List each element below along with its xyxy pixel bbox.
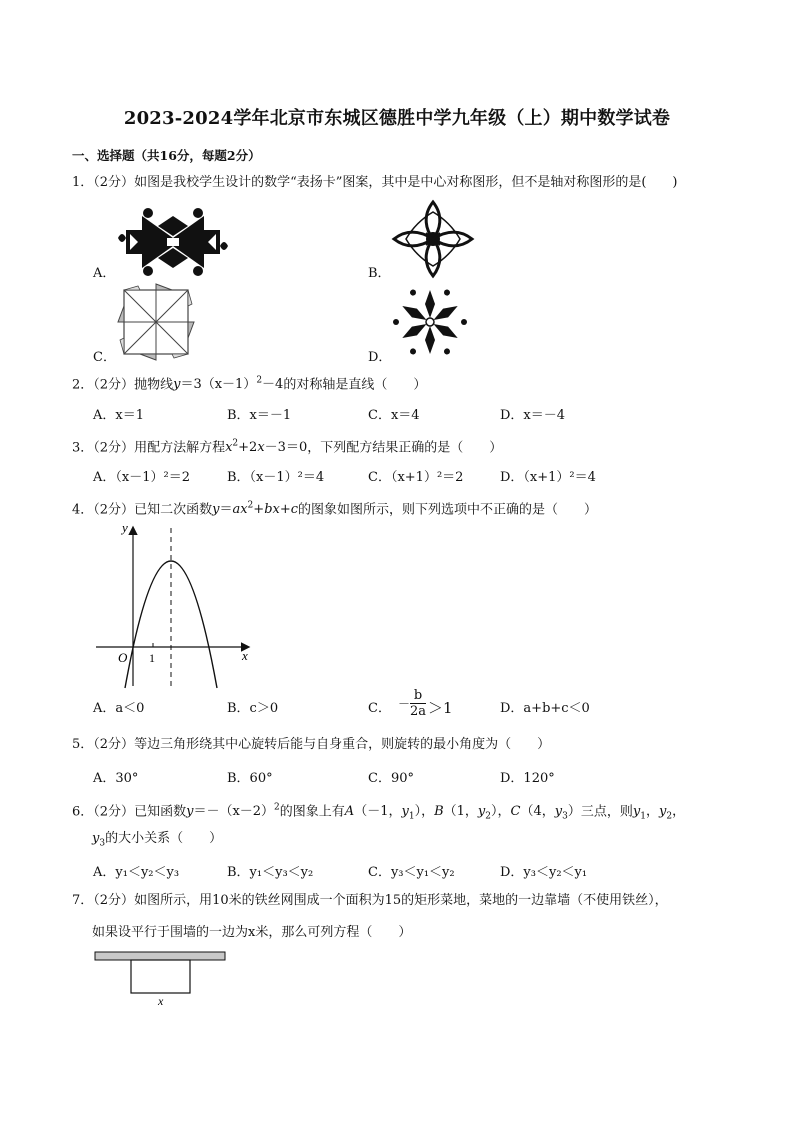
section-heading: 一、选择题（共16分，每题2分） [72, 148, 261, 163]
q6-option-a: A．y₁＜y₂＜y₃ [93, 865, 180, 880]
q1-pattern-d-icon [394, 286, 466, 358]
exam-title: 2023-2024学年北京市东城区德胜中学九年级（上）期中数学试卷 [123, 108, 671, 129]
q2-option-a: A．x＝1 [93, 408, 144, 423]
q6-option-b: B．y₁＜y₃＜y₂ [227, 865, 314, 880]
q3-option-b: B．（x－1）²＝4 [227, 470, 325, 485]
q7-wall-rectangle-figure [94, 950, 228, 1012]
q3-option-a: A．（x－1）²＝2 [93, 470, 190, 485]
x-axis-label: x [242, 648, 248, 663]
q3-option-c: C．（x+1）²＝2 [368, 470, 464, 485]
q6-option-c: C．y₃＜y₁＜y₂ [368, 865, 455, 880]
q4-option-c-label: C． [368, 701, 391, 716]
tick-label-1: 1 [149, 651, 155, 665]
parabola-curve [125, 561, 217, 688]
q4-function: $y=ax^2+bx+c$ [212, 501, 299, 518]
q2-option-c: C．x＝4 [368, 408, 420, 423]
q1-pattern-c-icon [118, 284, 194, 360]
q5-option-b: B．60° [227, 771, 273, 786]
q4-option-a: A．a＜0 [93, 701, 145, 716]
y-axis-label: y [122, 520, 128, 535]
q1-pattern-a-icon [118, 208, 228, 276]
q1-pattern-b-icon [392, 200, 474, 278]
question-6: 6．（2分）已知函数$y=-(x-2)^2$的图象上有A（－1，$y_1$），B（1，$y_2$），C（4，$y_3$）三点，则$y_1$，$y_2$， [72, 803, 686, 822]
q4-parabola-graph [88, 520, 268, 692]
wall [95, 952, 225, 960]
question-7-line2: 如果设平行于围墙的一边为x米，那么可列方程（ ） [92, 925, 412, 940]
q4-option-b: B．c＞0 [227, 701, 279, 716]
q5-option-d: D．120° [500, 771, 555, 786]
question-5: 5．（2分）等边三角形绕其中心旋转后能与自身重合，则旋转的最小角度为（ ） [72, 737, 551, 752]
q3-option-d: D．（x+1）²＝4 [500, 470, 596, 485]
side-x-label: x [158, 994, 164, 1008]
q4-option-d: D．a+b+c＜0 [500, 701, 590, 716]
q6-points: A（－1，$y_1$），B（1，$y_2$），C（4，$y_3$） [344, 804, 581, 822]
q5-option-a: A．30° [93, 771, 139, 786]
question-4: 4．（2分）已知二次函数$y=ax^2+bx+c$的图象如图所示，则下列选项中不正确的是（ ） [72, 501, 598, 518]
question-7: 7．（2分）如图所示，用10米的铁丝网围成一个面积为15的矩形菜地，菜地的一边靠墙（不使用铁丝）， [72, 893, 668, 908]
q3-equation: $x^2+2x-3=0$ [225, 439, 308, 456]
q2-equation: $y=3(x-1)^2-4$ [173, 376, 284, 393]
question-3: 3．（2分）用配方法解方程$x^2+2x-3=0$，下列配方结果正确的是（ ） [72, 439, 503, 456]
q6-vars: $y_1$，$y_2$， [632, 804, 686, 822]
question-6-line2: $y_3$的大小关系（ ） [92, 831, 223, 849]
q1-option-c-label: C． [93, 350, 116, 365]
q4-option-c-rest: ＞1 [428, 699, 453, 717]
q1-option-b-label: B． [368, 266, 391, 281]
vegetable-plot [131, 960, 190, 993]
q4-option-c-fraction: － b 2a [398, 688, 427, 719]
q2-option-b: B．x＝－1 [227, 408, 292, 423]
origin-label: O [118, 650, 128, 665]
q6-option-d: D．y₃＜y₂＜y₁ [500, 865, 588, 880]
q1-option-d-label: D． [368, 350, 392, 365]
q6-function: $y=-(x-2)^2$ [186, 803, 280, 820]
question-1: 1．（2分）如图是我校学生设计的数学“表扬卡”图案，其中是中心对称图形，但不是轴对称图形的是( ) [72, 175, 678, 190]
q1-option-a-label: A． [93, 266, 116, 281]
q2-option-d: D．x＝－4 [500, 408, 566, 423]
q5-option-c: C．90° [368, 771, 414, 786]
question-2: 2．（2分）抛物线$y=3(x-1)^2-4$的对称轴是直线（ ） [72, 376, 427, 393]
